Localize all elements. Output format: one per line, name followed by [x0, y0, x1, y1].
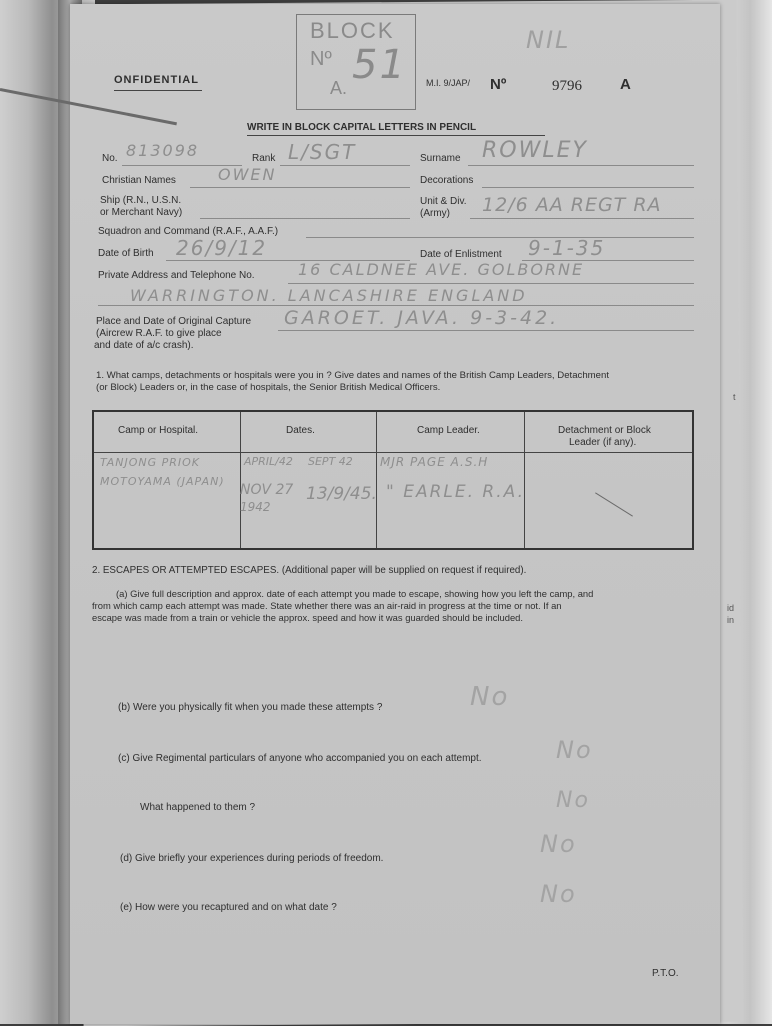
unit-label: Unit & Div.	[420, 196, 467, 207]
surname-label: Surname	[420, 153, 461, 164]
question-2a-text-3: escape was made from a train or vehicle the approx. speed and how it was guarded should be included.	[92, 612, 523, 623]
ship-line	[200, 218, 410, 219]
question-2-title: 2. ESCAPES OR ATTEMPTED ESCAPES. (Additional paper will be supplied on request if required).	[92, 565, 527, 576]
christian-names-value: OWEN	[218, 165, 277, 184]
rank-label: Rank	[252, 153, 276, 164]
question-2e-text: (e) How were you recaptured and on what date ?	[120, 902, 337, 913]
row2-camp: MOTOYAMA (JAPAN)	[100, 475, 225, 488]
table-header-rule	[94, 452, 692, 453]
table-divider	[524, 412, 525, 548]
question-2c-followup-answer: No	[556, 788, 590, 813]
surname-value: ROWLEY	[482, 138, 588, 163]
unit-value: 12/6 AA REGT RA	[482, 194, 662, 216]
ship-label-2: or Merchant Navy)	[100, 207, 183, 218]
dob-value: 26/9/12	[176, 236, 268, 260]
capture-value: GAROET. JAVA. 9-3-42.	[284, 307, 560, 329]
col-header-detachment: Detachment or Block	[558, 425, 651, 436]
unit-line	[470, 218, 694, 219]
address-label: Private Address and Telephone No.	[98, 270, 255, 281]
number-label: Nº	[490, 76, 507, 93]
surname-line	[468, 165, 694, 166]
question-2d-text: (d) Give briefly your experiences during periods of freedom.	[120, 853, 384, 864]
row2-dates-from-year: 1942	[240, 500, 271, 514]
table-divider	[376, 412, 377, 548]
decorations-label: Decorations	[420, 175, 474, 186]
margin-mark: t	[733, 392, 736, 402]
address-line-1: 16 CALDNEE AVE. GOLBORNE	[298, 260, 585, 279]
question-1-text-2: (or Block) Leaders or, in the case of hospitals, the Senior British Medical Officers.	[96, 382, 441, 393]
no-label: No.	[102, 153, 118, 164]
document-number: 9796	[552, 78, 582, 94]
col-header-leader: Camp Leader.	[417, 425, 480, 436]
squadron-line	[306, 237, 694, 238]
question-1-text: 1. What camps, detachments or hospitals were you in ? Give dates and names of the British Camp Leaders, Detachment	[96, 370, 609, 381]
col-header-detachment-2: Leader (if any).	[569, 437, 637, 448]
enlistment-label: Date of Enlistment	[420, 249, 502, 260]
christian-names-line	[190, 187, 410, 188]
stamp-letter: A.	[330, 78, 348, 98]
capture-label-2: (Aircrew R.A.F. to give place	[96, 328, 222, 339]
capture-label-3: and date of a/c crash).	[94, 340, 194, 351]
row2-leader: " EARLE. R.A.	[386, 482, 525, 502]
confidential-underline	[114, 90, 202, 91]
nil-mark: NIL	[526, 26, 571, 54]
dob-label: Date of Birth	[98, 248, 154, 259]
margin-mark: in	[727, 615, 735, 625]
row1-leader: MJR PAGE A.S.H	[380, 455, 489, 469]
table-divider	[240, 412, 241, 548]
please-turn-over: P.T.O.	[652, 968, 679, 979]
decorations-line	[482, 187, 694, 188]
pencil-instruction: WRITE IN BLOCK CAPITAL LETTERS IN PENCIL	[247, 122, 477, 133]
unit-label-2: (Army)	[420, 208, 450, 219]
address-line-2: WARRINGTON. LANCASHIRE ENGLAND	[130, 286, 528, 305]
question-2b-answer: No	[470, 682, 510, 712]
row1-camp: TANJONG PRIOK	[100, 456, 201, 469]
question-2e-answer: No	[540, 880, 577, 908]
row2-dates-to: 13/9/45.	[306, 484, 377, 504]
address-underline-2	[98, 305, 694, 306]
address-underline-1	[288, 283, 694, 284]
rank-line	[280, 165, 410, 166]
reference-code: M.I. 9/JAP/	[426, 78, 471, 88]
questionnaire-sheet	[70, 4, 720, 1024]
col-header-dates: Dates.	[286, 425, 315, 436]
row1-dates-to: SEPT 42	[308, 455, 353, 468]
question-2a-text-2: from which camp each attempt was made. State whether there was an air-raid in progress at the time or not. If an	[92, 600, 562, 611]
margin-mark: id	[727, 603, 735, 613]
squadron-label: Squadron and Command (R.A.F., A.A.F.)	[98, 226, 279, 237]
question-2c-followup: What happened to them ?	[140, 802, 256, 813]
stamp-block-label: BLOCK	[310, 18, 395, 43]
question-2c-text: (c) Give Regimental particulars of anyone who accompanied you on each attempt.	[118, 753, 482, 764]
stamp-number: 51	[352, 42, 407, 88]
instruction-underline	[247, 135, 545, 136]
document-suffix: A	[620, 76, 631, 93]
christian-names-label: Christian Names	[102, 175, 176, 186]
question-2b-text: (b) Were you physically fit when you made these attempts ?	[118, 702, 383, 713]
col-header-camp: Camp or Hospital.	[118, 425, 199, 436]
rank-value: L/SGT	[288, 140, 357, 164]
row2-dates-from: NOV 27	[240, 482, 294, 498]
capture-line	[278, 330, 694, 331]
question-2a-text: (a) Give full description and approx. date of each attempt you made to escape, showing how you left the camp, and	[116, 588, 594, 599]
confidential-label: ONFIDENTIAL	[114, 74, 199, 86]
row1-dates-from: APRIL/42	[244, 455, 293, 468]
no-value: 813098	[126, 141, 200, 160]
ship-label: Ship (R.N., U.S.N.	[100, 195, 182, 206]
question-2c-answer: No	[556, 736, 593, 764]
enlistment-value: 9-1-35	[528, 236, 606, 260]
capture-label: Place and Date of Original Capture	[96, 316, 252, 327]
question-2d-answer: No	[540, 830, 577, 858]
stamp-no-label: Nº	[310, 48, 332, 70]
